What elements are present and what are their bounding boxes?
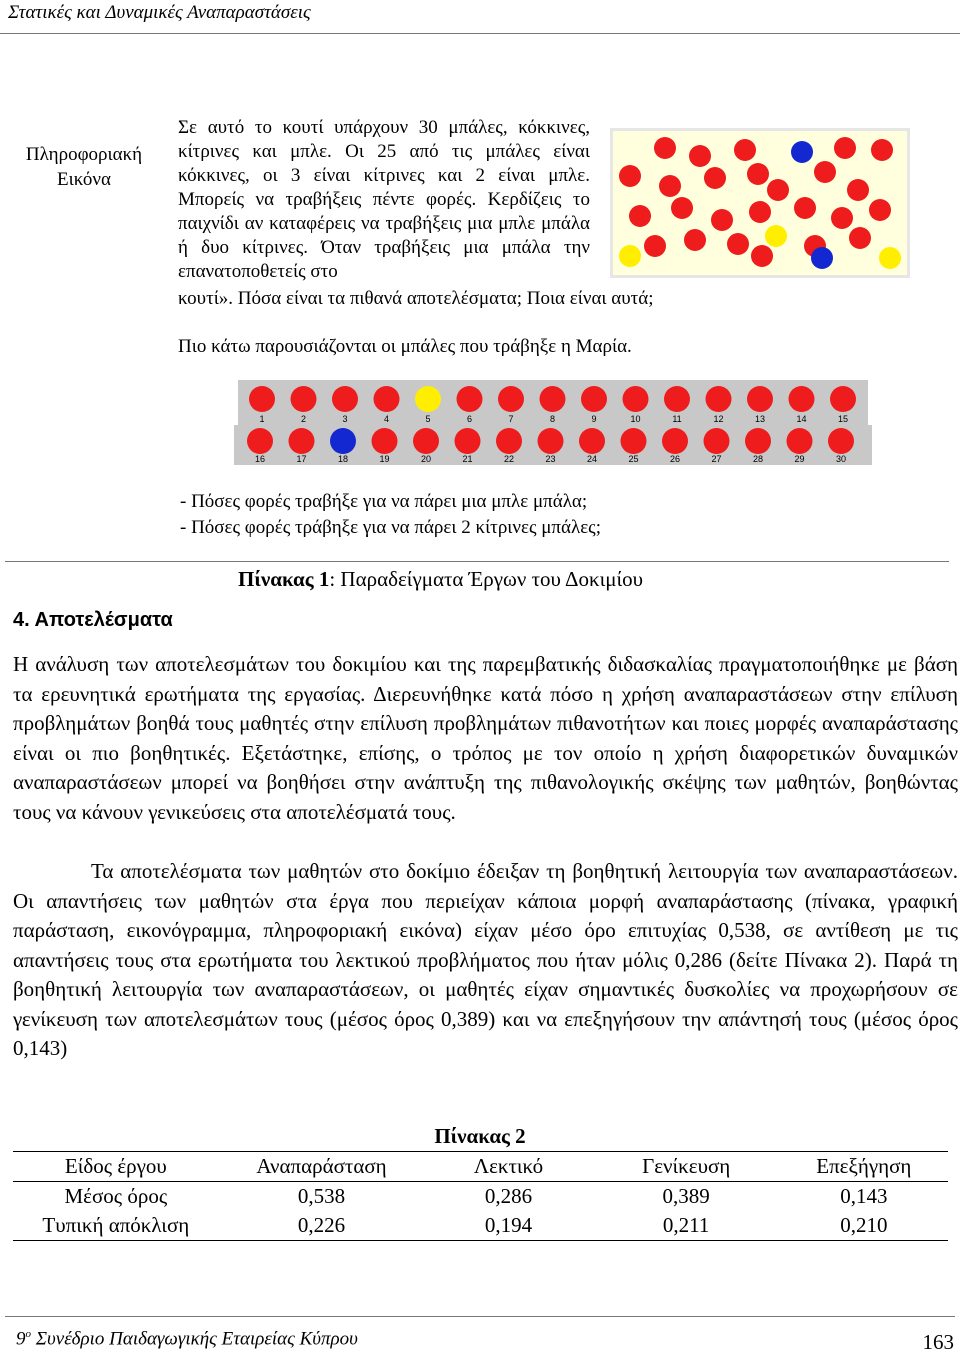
drawn-ball — [372, 428, 398, 454]
drawn-balls-row-1 — [238, 380, 868, 426]
box-ball — [711, 209, 733, 231]
table2-caption: Πίνακας 2 — [434, 1124, 526, 1148]
table2-header-cell: Επεξήγηση — [816, 1154, 912, 1178]
drawn-ball-number: 5 — [425, 414, 431, 424]
drawn-ball-number: 10 — [630, 414, 641, 424]
box-ball — [659, 175, 681, 197]
drawn-ball — [747, 386, 773, 412]
drawn-ball — [828, 428, 854, 454]
drawn-ball-number: 4 — [383, 414, 390, 424]
table1-caption — [238, 567, 643, 592]
drawn-ball — [621, 428, 647, 454]
drawn-ball-number: 18 — [337, 454, 349, 464]
box-ball — [834, 137, 856, 159]
drawn-ball-number: 20 — [420, 454, 432, 464]
drawn-balls-caption: Πιο κάτω παρουσιάζονται οι μπάλες που τράβηξε η Μαρία. — [178, 336, 632, 357]
box-ball — [619, 245, 641, 267]
box-ball — [619, 165, 641, 187]
drawn-ball-number: 7 — [508, 414, 514, 424]
drawn-ball-number: 21 — [462, 454, 473, 464]
drawn-ball-number: 14 — [796, 414, 807, 424]
drawn-ball — [704, 428, 730, 454]
table-row — [13, 1211, 948, 1241]
box-ball — [814, 161, 836, 183]
box-ball — [765, 225, 787, 247]
section-heading: 4. Αποτελέσματα — [13, 609, 173, 631]
drawn-ball — [249, 386, 275, 412]
box-ball — [689, 145, 711, 167]
box-ball — [879, 247, 901, 269]
box-ball — [847, 179, 869, 201]
conference-name — [16, 1328, 358, 1350]
drawn-ball-number: 8 — [549, 414, 556, 424]
ball-box-image — [610, 128, 910, 278]
drawn-ball — [540, 386, 566, 412]
conference-number: 9 — [16, 1328, 26, 1350]
drawn-ball-number: 26 — [669, 454, 681, 464]
footer-rule — [5, 1316, 955, 1317]
table2-header-cell: Αναπαράσταση — [256, 1154, 387, 1178]
box-ball — [869, 199, 891, 221]
table-cell: 0,143 — [840, 1184, 888, 1208]
table-row — [13, 1182, 948, 1212]
drawn-ball-number: 3 — [342, 414, 348, 424]
drawn-ball — [415, 386, 441, 412]
drawn-ball — [457, 386, 483, 412]
drawn-ball-number: 13 — [754, 414, 766, 424]
box-ball — [704, 167, 726, 189]
drawn-ball — [498, 386, 524, 412]
drawn-ball-number: 29 — [794, 454, 805, 464]
drawn-ball-number: 27 — [711, 454, 722, 464]
drawn-ball — [830, 386, 856, 412]
table1-rule — [5, 561, 949, 562]
drawn-ball-number: 17 — [296, 454, 307, 464]
page-number: 163 — [922, 1330, 954, 1354]
box-ball — [767, 179, 789, 201]
box-ball — [794, 197, 816, 219]
drawn-ball-number: 1 — [259, 414, 265, 424]
table-cell: Μέσος όρος — [64, 1184, 168, 1208]
table-cell: 0,210 — [840, 1213, 888, 1237]
drawn-ball-number: 6 — [466, 414, 473, 424]
table-cell: 0,286 — [484, 1184, 533, 1208]
box-ball — [654, 137, 676, 159]
drawn-ball-number: 2 — [300, 414, 307, 424]
box-ball — [871, 139, 893, 161]
drawn-ball — [330, 428, 356, 454]
drawn-ball — [496, 428, 522, 454]
drawn-ball-number: 11 — [672, 414, 682, 424]
box-ball — [629, 205, 651, 227]
box-ball — [671, 197, 693, 219]
table2-header-row — [13, 1152, 948, 1182]
drawn-ball-number: 25 — [628, 454, 639, 464]
table-cell: 0,226 — [297, 1213, 346, 1237]
drawn-ball — [538, 428, 564, 454]
drawn-ball — [332, 386, 358, 412]
table-cell: 0,194 — [484, 1213, 533, 1237]
drawn-ball-number: 28 — [752, 454, 764, 464]
drawn-ball — [789, 386, 815, 412]
drawn-ball-number: 19 — [379, 454, 390, 464]
drawn-ball — [579, 428, 605, 454]
drawn-ball-number: 24 — [586, 454, 598, 464]
drawn-ball — [374, 386, 400, 412]
box-ball — [684, 229, 706, 251]
drawn-ball-number: 23 — [545, 454, 556, 464]
drawn-ball — [662, 428, 688, 454]
drawn-ball — [623, 386, 649, 412]
drawn-ball — [664, 386, 690, 412]
drawn-ball-number: 15 — [837, 414, 849, 424]
header-rule — [0, 33, 960, 34]
drawn-ball — [745, 428, 771, 454]
conference-text: Συνέδριο Παιδαγωγικής Εταιρείας Κύπρου — [31, 1328, 358, 1350]
question-1: - Πόσες φορές τραβήξε για να πάρει μια μπλε μπάλα; — [180, 491, 588, 512]
info-label: Πληροφοριακή Εικόνα — [25, 144, 143, 190]
drawn-ball-number: 9 — [591, 414, 597, 424]
table-cell: 0,389 — [662, 1184, 710, 1208]
results-paragraph-2: Τα αποτελέσματα των μαθητών στο δοκίμιο έδειξαν τη βοηθητική λειτουργία των αναπαραστάσεων. Οι απαντήσεις των μαθητών στα έργα που περιείχαν κάποια μορφή αναπαράστασης (πίνακα, γραφική παράσταση, εικονόγραμμα, πληροφοριακή εικόνα) είχαν μέσο όρο επιτυχίας 0,538, σε αντίθεση με τις απαντήσεις τους στα ερωτήματα του λεκτικού προβλήματος που ήταν μόλις 0,286 (δείτε Πίνακα 2). Παρά τη βοηθητική λειτουργία των αναπαραστάσεων, οι μαθητές είχαν σημαντικές δυσκολίες να προχωρήσουν σε γενίκευση των αποτελεσμάτων τους (μέσος όρος 0,389) και να επεξηγήσουν την απάντησή τους (μέσος όρος 0,143) — [13, 859, 958, 1060]
drawn-ball — [291, 386, 317, 412]
drawn-ball-number: 22 — [503, 454, 515, 464]
drawn-ball — [706, 386, 732, 412]
box-ball — [747, 163, 769, 185]
table1-caption-rest: : Παραδείγματα Έργων του Δοκιμίου — [329, 567, 644, 591]
box-ball — [751, 245, 773, 267]
info-paragraph: Σε αυτό το κουτί υπάρχουν 30 μπάλες, κόκκινες, κίτρινες και μπλε. Οι 25 από τις μπάλες είναι κόκκινες, οι 3 είναι κίτρινες και 2 είναι μπλε. Μπορείς να τραβήξεις πέντε φορές. Κερδίζεις το παιχνίδι αν καταφέρεις να τραβήξεις μια μπλε μπάλα ή δυο κίτρινες. Όταν τραβήξεις μια μπάλα την επανατοποθετείς στο — [178, 117, 590, 282]
table-cell: Τυπική απόκλιση — [42, 1213, 190, 1237]
drawn-ball — [413, 428, 439, 454]
box-ball — [734, 139, 756, 161]
table2-header-cell: Λεκτικό — [473, 1154, 544, 1178]
table2-header-cell: Είδος έργου — [64, 1154, 167, 1178]
box-ball — [749, 201, 771, 223]
drawn-balls-row-2 — [234, 425, 872, 465]
box-ball — [831, 207, 853, 229]
drawn-ball-number: 30 — [835, 454, 847, 464]
drawn-ball-number: 16 — [254, 454, 266, 464]
conference-ordinal: ο — [25, 1328, 31, 1340]
drawn-ball-number: 12 — [713, 414, 724, 424]
drawn-ball — [247, 428, 273, 454]
box-ball — [811, 247, 833, 269]
box-ball — [644, 235, 666, 257]
table1-caption-bold: Πίνακας 1 — [238, 567, 330, 591]
table-cell: 0,538 — [297, 1184, 346, 1208]
running-title: Στατικές και Δυναμικές Αναπαραστάσεις — [8, 2, 311, 23]
box-ball — [727, 233, 749, 255]
drawn-ball — [581, 386, 607, 412]
results-paragraph-1: Η ανάλυση των αποτελεσμάτων του δοκιμίου και της παρεμβατικής διδασκαλίας πραγματοποιήθηκε με βάση τα ερευνητικά ερωτήματα της εργασίας. Διερευνήθηκε κατά πόσο η χρήση αναπαραστάσεων στην επίλυση προβλημάτων βοηθά τους μαθητές στην επίλυση προβλημάτων πιθανοτήτων και ποιες μορφές αναπαράστασης είναι οι πιο βοηθητικές. Εξετάστηκε, επίσης, ο τρόπος με τον οποίο η χρήση διαφορετικών δυναμικών αναπαραστάσεων μπορεί να βοηθήσει στην ανάπτυξη της πιθανολογικής σκέψης των μαθητών, βοηθώντας τους να κάνουν γενικεύσεις στα αποτελέσματά τους. — [13, 652, 958, 824]
box-ball — [791, 141, 813, 163]
table-cell: 0,211 — [662, 1213, 710, 1237]
table2 — [13, 1151, 948, 1241]
drawn-ball — [787, 428, 813, 454]
box-ball — [849, 227, 871, 249]
drawn-ball — [455, 428, 481, 454]
info-paragraph-tail: κουτί». Πόσα είναι τα πιθανά αποτελέσματα; Ποια είναι αυτά; — [178, 288, 654, 309]
drawn-ball — [289, 428, 315, 454]
question-2: - Πόσες φορές τράβηξε για να πάρει 2 κίτρινες μπάλες; — [180, 517, 601, 538]
table2-header-cell: Γενίκευση — [642, 1154, 731, 1178]
